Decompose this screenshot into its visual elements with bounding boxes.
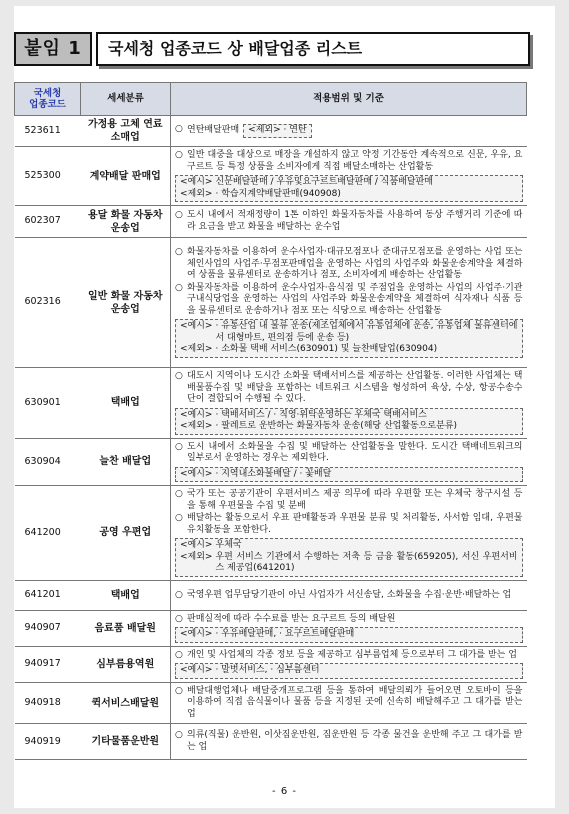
table-body: [15, 116, 527, 760]
example-exclusion-box: [175, 663, 523, 679]
note-text: · 팔레트로 운반하는 화물자동차 운송(해당 산업활동으로분류): [215, 421, 458, 432]
industry-category: [81, 116, 171, 147]
note-label: <예시>: [180, 468, 213, 479]
category-line: 소매업: [110, 132, 140, 143]
scope-description: [171, 116, 527, 147]
category-line: 기타물품운반원: [91, 736, 160, 748]
table-row: [15, 206, 527, 238]
industry-category: [81, 724, 171, 760]
category-line: 일반 화물 자동차: [87, 290, 163, 302]
bullet-text: 국영우편 업무담당기관이 아닌 사업자가 서신송달, 소화물을 수집·운반·배달하는 업: [187, 589, 512, 600]
industry-category: [81, 486, 171, 581]
bullet-mark: ○: [175, 649, 183, 660]
example-exclusion-box: [175, 408, 523, 435]
bullet-text: 국가 또는 공공기관이 우편서비스 제공 의무에 따라 우편할 또는 우체국 창구시설 등을 통해 우편물을 수집 및 분배: [187, 489, 523, 511]
example-exclusion-box: [175, 175, 523, 202]
bullet-mark: ○: [175, 589, 183, 600]
bullet-text: 배달하는 활동으로서 우표 판매활동과 우편물 분류 및 처리활동, 사서함 임대, 우편물 유치활동을 포함한다.: [187, 513, 523, 535]
note-label: <제외>: [180, 344, 213, 355]
industry-code: 940918: [15, 682, 81, 724]
bullet-mark: ○: [175, 282, 183, 293]
delivery-industry-table: [14, 82, 527, 760]
scope-description: [171, 724, 527, 760]
note-text: 우체국: [215, 540, 242, 551]
bullet-text: 의류(직물) 운반원, 이삿짐운반원, 짐운반원 등 각종 물건을 운반해 주고 그 대가를 받는 업: [187, 730, 523, 752]
bullet-text: 화물자동차를 이용하여 운수사업자·음식점 및 주점업을 운영하는 사업의 사업주·기관 구내식당업을 운영하는 사업의 사업주와 화물운송계약을 체결하여 식자재나 식품 등을 물류센터로 운송하거나 점포 또는 식당으로 배송하는 산업활동: [187, 282, 523, 316]
category-line: 공영 우편업: [99, 527, 152, 539]
industry-code: 630901: [15, 368, 81, 439]
industry-category: [81, 368, 171, 439]
scope-bullet: [175, 489, 523, 512]
note-label: <예시>: [180, 665, 213, 676]
industry-code: 523611: [15, 116, 81, 147]
scope-bullet: [175, 210, 523, 233]
scope-description: [171, 580, 527, 610]
industry-code: 940907: [15, 610, 81, 646]
scope-description: [171, 368, 527, 439]
column-header-category: 세세분류: [81, 83, 171, 116]
industry-code: 940917: [15, 646, 81, 682]
scope-bullet: [175, 686, 523, 721]
bullet-mark: ○: [175, 124, 183, 135]
category-line: 운송업: [110, 222, 140, 234]
note-label: <제외>: [180, 188, 213, 199]
note-line: [180, 321, 518, 344]
note-label: <예시>: [180, 177, 213, 188]
table-row: [15, 724, 527, 760]
category-line: 음료품 배달원: [94, 622, 156, 634]
column-header-code: 국세청 업종코드: [15, 83, 81, 116]
attachment-badge: 붙임 1: [14, 32, 92, 66]
table-row: [15, 238, 527, 368]
scope-bullet: [175, 124, 523, 138]
scope-bullet: [175, 371, 523, 406]
scope-bullet: [175, 730, 523, 753]
bullet-mark: ○: [175, 489, 183, 500]
table-row: [15, 486, 527, 581]
note-text: 신문배달판매 / 우유및요구르트배달판매 / 식품배달판매: [215, 177, 433, 188]
note-text: · 택배서비스 / · 직영·위탁운영하는 우체국 택배서비스: [215, 409, 427, 420]
industry-category: [81, 682, 171, 724]
note-text: · 학습지계약배달판매(940908): [215, 188, 341, 199]
bullet-mark: ○: [175, 150, 183, 160]
example-exclusion-box: [175, 467, 523, 483]
category-line: 가정용 고체 연료: [87, 119, 163, 130]
bullet-text: 배달대행업체나 배달중개프로그램 등을 통하여 배달의뢰가 들어오면 오토바이 등을 이용하여 직접 음식물이나 물품 등을 지정된 곳에 신속히 배달해주고 그 대가를 받는 업: [187, 685, 523, 719]
scope-description: [171, 206, 527, 238]
industry-code: 641200: [15, 486, 81, 581]
note-line: [180, 540, 518, 552]
exclusion-note: <제외> · 연탄: [243, 124, 311, 138]
note-text: · 말벗서비스, · 심부름센터: [215, 665, 320, 676]
industry-code: 602307: [15, 206, 81, 238]
industry-code: 641201: [15, 580, 81, 610]
example-exclusion-box: [175, 538, 523, 577]
scope-bullet: [175, 590, 523, 602]
category-line: 늘찬 배달업: [99, 456, 152, 468]
bullet-text: 화물자동차를 이용하여 운수사업자·대규모점포나 준대규모점포를 운영하는 사업 또는 체인사업의 사업주·무점포판매업을 운영하는 사업의 사업주와 화물운송계약을 체결하여 상품을 물류센터로 운송하거나 점포, 소비자에게 배송하는 산업활동: [187, 247, 523, 281]
note-text: · 우유배달판매, · 요구르트배달판매: [215, 629, 355, 640]
scope-bullet: [175, 442, 523, 465]
industry-category: [81, 580, 171, 610]
table-row: [15, 116, 527, 147]
industry-category: [81, 206, 171, 238]
table-row: [15, 580, 527, 610]
note-text: · 소화물 택배 서비스(630901) 및 늘찬배달업(630904): [215, 344, 438, 355]
column-header-scope: 적용범위 및 기준: [171, 83, 527, 116]
table-row: [15, 147, 527, 206]
note-text: · 유통산업 내 물류 운송(제조업체에서 유통업체에 운송, 유통업체 물류센터에서 대형마트, 편의점 등에 운송 등): [215, 321, 518, 343]
bullet-text: 연탄배달판매: [187, 125, 240, 136]
bullet-text: 개인 및 사업체의 각종 정보 등을 제공하고 심부름업체 등으로부터 그 대가를 받는 업: [187, 649, 517, 660]
table-row: [15, 368, 527, 439]
example-exclusion-box: [175, 627, 523, 643]
note-label: <제외>: [180, 551, 213, 562]
category-line: 퀵서비스배달원: [91, 697, 160, 709]
bullet-text: 대도시 지역이나 도시간 소화물 택배서비스를 제공하는 산업활동. 이러한 사업체는 택배물품수집 및 배달을 포함하는 네트워크 시스템을 형성하여 육상, 수상, 항공수송수단이 결합되어 수행될 수 있다.: [187, 371, 523, 405]
category-line: 심부름용역원: [96, 658, 155, 670]
bullet-mark: ○: [175, 730, 183, 741]
scope-bullet: [175, 513, 523, 536]
note-text: 우편 서비스 기관에서 수행하는 저축 등 금융 활동(659205), 서신 우편서비스 제공업(641201): [215, 551, 518, 574]
note-line: [180, 665, 518, 677]
note-text: · 지역내소화물배달 / · 꽃배달: [215, 468, 332, 479]
scope-description: [171, 610, 527, 646]
category-line: 택배업: [110, 397, 140, 409]
industry-code: 602316: [15, 238, 81, 368]
note-line: [180, 410, 518, 422]
note-line: [180, 189, 518, 201]
bullet-text: 판매실적에 따라 수수료를 받는 요구르트 등의 배달원: [187, 613, 396, 624]
industry-category: [81, 147, 171, 206]
table-header-row: [15, 83, 527, 116]
bullet-mark: ○: [175, 441, 183, 452]
scope-bullet: [175, 150, 523, 173]
bullet-mark: ○: [175, 685, 183, 696]
table-row: [15, 646, 527, 682]
document-title: 국세청 업종코드 상 배달업종 리스트: [96, 32, 530, 66]
bullet-mark: ○: [175, 371, 183, 382]
bullet-mark: ○: [175, 513, 183, 524]
bullet-mark: ○: [175, 613, 183, 624]
table-row: [15, 438, 527, 486]
scope-description: [171, 646, 527, 682]
note-label: <제외>: [180, 421, 213, 432]
note-line: [180, 629, 518, 641]
table-row: [15, 682, 527, 724]
table-row: [15, 610, 527, 646]
note-label: <예시>: [180, 629, 213, 640]
page-number: - 6 -: [272, 786, 297, 797]
scope-description: [171, 486, 527, 581]
note-line: [180, 552, 518, 575]
note-line: [180, 469, 518, 481]
scope-bullet: [175, 650, 523, 662]
note-line: [180, 344, 518, 356]
scope-description: [171, 438, 527, 486]
industry-code: 525300: [15, 147, 81, 206]
industry-category: [81, 610, 171, 646]
industry-category: [81, 646, 171, 682]
industry-category: [81, 438, 171, 486]
bullet-text: 일반 대중을 대상으로 매장을 개설하지 않고 약정 기간동안 계속적으로 신문, 우유, 요구르트 등 특정 상품을 소비자에게 직접 배달소매하는 산업활동: [187, 150, 523, 172]
industry-code: 940919: [15, 724, 81, 760]
bullet-text: 도시 내에서 소화물을 수집 및 배달하는 산업활동을 말한다. 도시간 택배네트워크의 일부로서 운영하는 경우는 제외한다.: [187, 441, 523, 464]
note-label: <예시>: [180, 540, 213, 551]
industry-category: [81, 238, 171, 368]
example-exclusion-box: [175, 319, 523, 358]
category-line: 계약배달 판매업: [89, 170, 161, 182]
bullet-mark: ○: [175, 210, 183, 221]
category-line: 운송업: [110, 303, 140, 315]
category-line: 용달 화물 자동차: [87, 209, 163, 221]
note-line: [180, 177, 518, 189]
bullet-text: 도시 내에서 적재정량이 1톤 이하인 화물자동차를 사용하여 동상 주행거리 기준에 따라 요금을 받고 화물을 배달하는 운수업: [187, 210, 523, 232]
scope-bullet: [175, 614, 523, 626]
bullet-mark: ○: [175, 247, 183, 258]
category-line: 택배업: [110, 589, 140, 601]
note-label: <예시>: [180, 321, 213, 332]
scope-description: [171, 682, 527, 724]
note-line: [180, 421, 518, 433]
scope-bullet: [175, 247, 523, 282]
scope-description: [171, 238, 527, 368]
scope-bullet: [175, 283, 523, 318]
industry-code: 630904: [15, 438, 81, 486]
note-label: <예시>: [180, 409, 213, 420]
scope-description: [171, 147, 527, 206]
